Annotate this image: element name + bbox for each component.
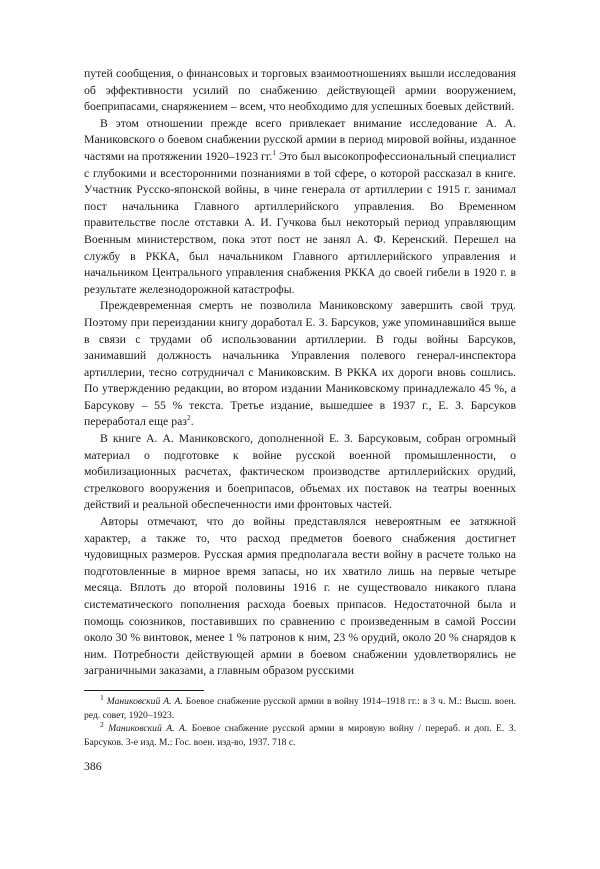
paragraph-3-text-cont: .	[190, 415, 194, 429]
document-page	[84, 66, 516, 775]
paragraph-2-text-cont: Это был высокопрофессиональный специалист с глубокими и всесторонними познаниями в той сфере, о которой рассказал в книге. Участник Русско-японской войны, в чине генерала от артиллерии с 1915 г. занимал пост начальника Главного артиллерийского управления. Во Временном правительстве после отставки А. И. Гучкова был некоторый период управляющим Военным министерством, пока этот пост не занял А. Ф. Керенский. Перешел на службу в РККА, был начальником Главного артиллерийского управления и начальником Центрального управления снабжения РККА до своей гибели в 1920 г. в результате железнодорожной катастрофы.	[84, 149, 516, 296]
footnote-1	[84, 692, 516, 722]
footnote-divider	[84, 690, 204, 691]
footnote-ref-1[interactable]: 1	[272, 148, 277, 158]
footnote-2-text: Боевое снабжение русской армии в мировую войну / перераб. и доп. Е. З. Барсуков. 3-е изд. М.: Гос. воен. изд-во, 1937. 718 с.	[84, 723, 516, 748]
page-number: 386	[84, 760, 102, 774]
footnote-2	[84, 719, 516, 749]
paragraph-3-text: Преждевременная смерть не позволила Маниковскому завершить свой труд. Поэтому при переиздании книгу доработал Е. З. Барсуков, уже упоминавшийся выше в связи с трудами об использовании артиллерии. В годы войны Барсуков, занимавший должность начальника Управления полевого генерал-инспектора артиллерии, тесно сотрудничал с Маниковским. В РККА их дороги вновь сошлись. По утверждению редакции, во втором издании Маниковскому принадлежало 45 %, а Барсукову – 55 % текста. Третье издание, вышедшее в 1937 г., Е. З. Барсуков переработал еще раз	[84, 299, 516, 429]
footnote-number-2: 2	[100, 719, 104, 729]
footnote-1-text: Боевое снабжение русской армии в войну 1914–1918 гг.: в 3 ч. М.: Высш. воен. ред. совет, 1920–1923.	[84, 695, 516, 721]
paragraph-1: путей сообщения, о финансовых и торговых взаимоотношениях вышли исследования об эффективности усилий по снабжению действующей армии вооружением, боеприпасами, снаряжением – всем, что необходимо для успешных боевых действий.	[84, 67, 516, 114]
paragraph-3	[84, 298, 516, 431]
footnote-ref-2[interactable]: 2	[186, 413, 191, 423]
paragraph-5: Авторы отмечают, что до войны представлялся невероятным ее затяжной характер, а также то, что расход предметов боевого снабжения достигнет чудовищных размеров. Русская армия предполагала вести войну в расчете только на подготовленные в мирное время запасы, но их хватило лишь на первые четыре месяца. Вплоть до второй половины 1916 г. не существовало никакого плана систематического пополнения расхода боевых припасов. Недостаточной была и помощь союзников, поставивших по сравнению с произведенным в самой России около 30 % винтовок, менее 1 % патронов к ним, 23 % орудий, около 20 % снарядов к ним. Потребности действующей армии в боевом снабжении удовлетворялись не заграничными заказами, а главным образом русскими	[84, 515, 516, 678]
footnote-1-author: Маниковский А. А.	[106, 695, 183, 707]
paragraph-2	[84, 116, 516, 299]
footnote-number-1: 1	[100, 692, 104, 702]
paragraph-4: В книге А. А. Маниковского, дополненной Е. З. Барсуковым, собран огромный материал о подготовке к войне русской военной промышленности, о мобилизационных расчетах, фактическом производстве артиллерийских орудий, стрелкового вооружения и боеприпасов, объемах их поставок на театры военных действий и реальной обеспеченности ими фронтовых частей.	[84, 432, 516, 512]
footnotes	[84, 690, 516, 749]
footnote-2-author: Маниковский А. А.	[108, 723, 188, 735]
paragraph-2-text: В этом отношении прежде всего привлекает внимание исследование А. А. Маниковского о боевом снабжении русской армии в период мировой войны, изданное частями на протяжении 1920–1923 гг.	[84, 116, 516, 163]
